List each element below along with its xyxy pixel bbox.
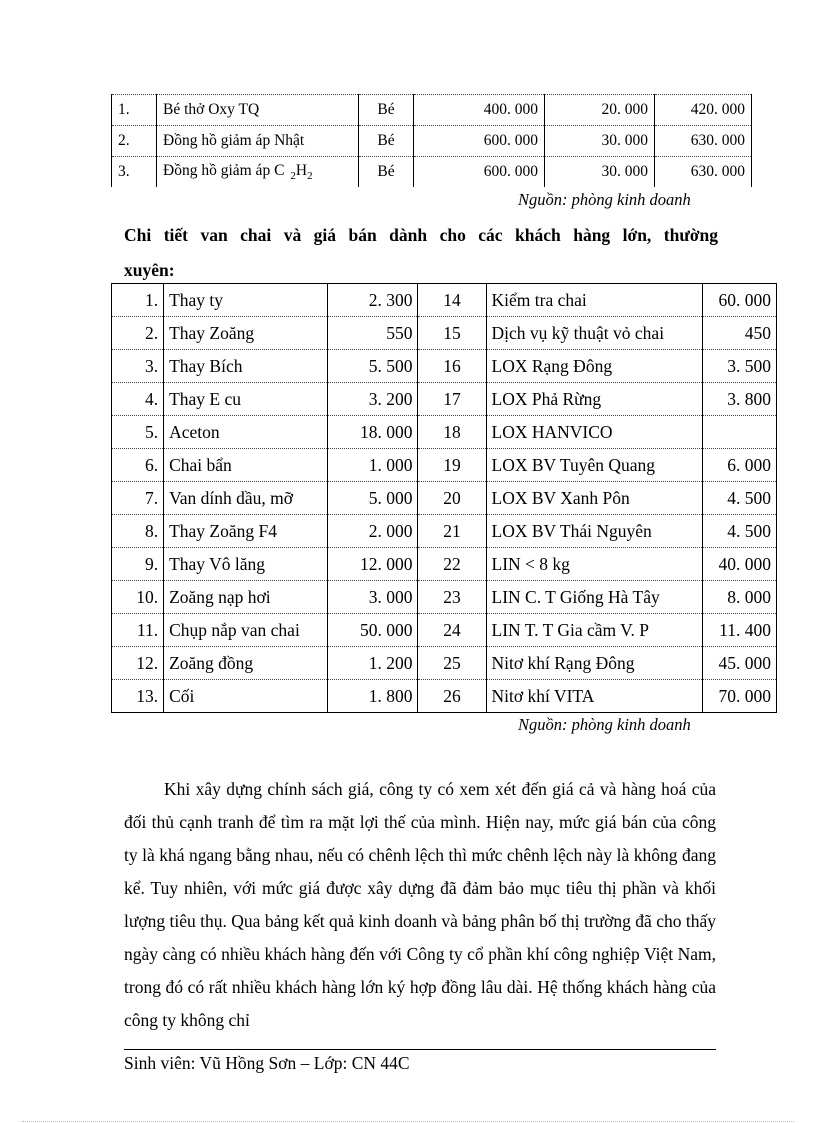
source-note: Nguồn: phòng kinh doanh: [518, 715, 691, 734]
price: 40. 000: [702, 548, 776, 581]
price: 60. 000: [702, 284, 776, 317]
equipment-price-table: [111, 94, 752, 187]
table-row: [112, 581, 777, 614]
row-number: 20: [418, 482, 486, 515]
price: 5. 500: [328, 350, 418, 383]
row-number: 5.: [112, 416, 164, 449]
item-name: LOX BV Thái Nguyên: [486, 515, 702, 548]
table-row: [112, 157, 752, 188]
price: 450: [702, 317, 776, 350]
price: 50. 000: [328, 614, 418, 647]
item-name: LIN T. T Gia cầm V. P: [486, 614, 702, 647]
item-name: Kiểm tra chai: [486, 284, 702, 317]
row-number: 22: [418, 548, 486, 581]
table-row: [112, 680, 777, 713]
price: 600. 000: [414, 157, 545, 188]
item-name: LIN < 8 kg: [486, 548, 702, 581]
row-number: 4.: [112, 383, 164, 416]
row-number: 25: [418, 647, 486, 680]
footer-rule: [124, 1049, 716, 1050]
item-name: Nitơ khí VITA: [486, 680, 702, 713]
row-number: 1.: [112, 95, 157, 126]
item-name: Thay Bích: [164, 350, 328, 383]
section-heading: Chi tiết van chai và giá bán dành cho các khách hàng lớn, thường: [124, 225, 718, 245]
table-row: [112, 126, 752, 157]
item-name: LOX BV Tuyên Quang: [486, 449, 702, 482]
price: 1. 000: [328, 449, 418, 482]
price: 3. 800: [702, 383, 776, 416]
page-footer: Sinh viên: Vũ Hồng Sơn – Lớp: CN 44C: [124, 1053, 410, 1073]
price: 3. 200: [328, 383, 418, 416]
row-number: 2.: [112, 317, 164, 350]
item-name: Chụp nắp van chai: [164, 614, 328, 647]
row-number: 3.: [112, 157, 157, 188]
price: 6. 000: [702, 449, 776, 482]
table-row: [112, 482, 777, 515]
row-number: 19: [418, 449, 486, 482]
item-name: LOX HANVICO: [486, 416, 702, 449]
valve-price-table: [111, 283, 777, 713]
row-number: 24: [418, 614, 486, 647]
price: 550: [328, 317, 418, 350]
row-number: 17: [418, 383, 486, 416]
row-number: 6.: [112, 449, 164, 482]
row-number: 21: [418, 515, 486, 548]
price: 3. 500: [702, 350, 776, 383]
formula-suffix: $_2H_2$: [290, 161, 313, 183]
price: 2. 300: [328, 284, 418, 317]
row-number: 9.: [112, 548, 164, 581]
item-name: Thay Zoăng: [164, 317, 328, 350]
row-number: 23: [418, 581, 486, 614]
item-name: LIN C. T Giống Hà Tây: [486, 581, 702, 614]
row-number: 10.: [112, 581, 164, 614]
price: 600. 000: [414, 126, 545, 157]
item-name: Nitơ khí Rạng Đông: [486, 647, 702, 680]
table-row: [112, 416, 777, 449]
total: 630. 000: [655, 126, 752, 157]
price: 8. 000: [702, 581, 776, 614]
item-name: Zoăng nạp hơi: [164, 581, 328, 614]
item-name: Bé thở Oxy TQ: [157, 95, 359, 126]
row-number: 18: [418, 416, 486, 449]
source-note: Nguồn: phòng kinh doanh: [518, 190, 691, 209]
unit: Bé: [359, 157, 414, 188]
table-row: [112, 350, 777, 383]
price: 70. 000: [702, 680, 776, 713]
total: 630. 000: [655, 157, 752, 188]
item-name: Dịch vụ kỹ thuật vỏ chai: [486, 317, 702, 350]
unit: Bé: [359, 126, 414, 157]
fee: 30. 000: [545, 126, 655, 157]
item-name: Chai bẩn: [164, 449, 328, 482]
item-name: Đồng hồ giảm áp Nhật: [157, 126, 359, 157]
price: [702, 416, 776, 449]
unit: Bé: [359, 95, 414, 126]
price: 12. 000: [328, 548, 418, 581]
table-row: [112, 95, 752, 126]
item-name: Thay Zoăng F4: [164, 515, 328, 548]
item-name: Thay E cu: [164, 383, 328, 416]
row-number: 13.: [112, 680, 164, 713]
table-row: [112, 647, 777, 680]
price: 4. 500: [702, 482, 776, 515]
price: 3. 000: [328, 581, 418, 614]
item-name: Aceton: [164, 416, 328, 449]
item-name: Cối: [164, 680, 328, 713]
item-name: LOX Rạng Đông: [486, 350, 702, 383]
paragraph-text: Khi xây dựng chính sách giá, công ty có xem xét đến giá cả và hàng hoá của đối thủ cạnh tranh để tìm ra mặt lợi thế của mình. Hiện nay, mức giá bán của công ty là khá ngang bằng nhau, nếu có chênh lệch thì mức chênh lệch này là không đang kể. Tuy nhiên, với mức giá được xây dựng đã đảm bảo mục tiêu thị phần và khối lượng tiêu thụ. Qua bảng kết quả kinh doanh và bảng phân bố thị trường đã cho thấy ngày càng có nhiều khách hàng đến với Công ty cổ phần khí công nghiệp Việt Nam, trong đó có rất nhiều khách hàng lớn ký hợp đồng lâu dài. Hệ thống khách hàng của công ty không chỉ: [124, 779, 716, 1030]
total: 420. 000: [655, 95, 752, 126]
row-number: 12.: [112, 647, 164, 680]
table-row: [112, 515, 777, 548]
row-number: 7.: [112, 482, 164, 515]
row-number: 16: [418, 350, 486, 383]
item-name: Thay Vô lăng: [164, 548, 328, 581]
row-number: 15: [418, 317, 486, 350]
row-number: 2.: [112, 126, 157, 157]
price: 1. 800: [328, 680, 418, 713]
item-name: Van dính dầu, mỡ: [164, 482, 328, 515]
table-row: [112, 548, 777, 581]
body-paragraph: [124, 773, 716, 1037]
table-row: [112, 284, 777, 317]
fee: 30. 000: [545, 157, 655, 188]
row-number: 26: [418, 680, 486, 713]
price: 4. 500: [702, 515, 776, 548]
item-name: Đồng hồ giảm áp C $_2H_2$: [157, 157, 359, 188]
price: 1. 200: [328, 647, 418, 680]
table-row: [112, 614, 777, 647]
row-number: 8.: [112, 515, 164, 548]
fee: 20. 000: [545, 95, 655, 126]
row-number: 14: [418, 284, 486, 317]
price: 2. 000: [328, 515, 418, 548]
row-number: 11.: [112, 614, 164, 647]
price: 400. 000: [414, 95, 545, 126]
price: 18. 000: [328, 416, 418, 449]
table-row: [112, 317, 777, 350]
item-name: Zoăng đồng: [164, 647, 328, 680]
item-name: LOX BV Xanh Pôn: [486, 482, 702, 515]
price: 11. 400: [702, 614, 776, 647]
page-edge: [22, 1121, 794, 1122]
row-number: 3.: [112, 350, 164, 383]
price: 45. 000: [702, 647, 776, 680]
table-row: [112, 449, 777, 482]
row-number: 1.: [112, 284, 164, 317]
table-row: [112, 383, 777, 416]
item-name: LOX Phả Rừng: [486, 383, 702, 416]
price: 5. 000: [328, 482, 418, 515]
section-heading-continued: xuyên:: [124, 260, 175, 280]
item-name: Thay ty: [164, 284, 328, 317]
